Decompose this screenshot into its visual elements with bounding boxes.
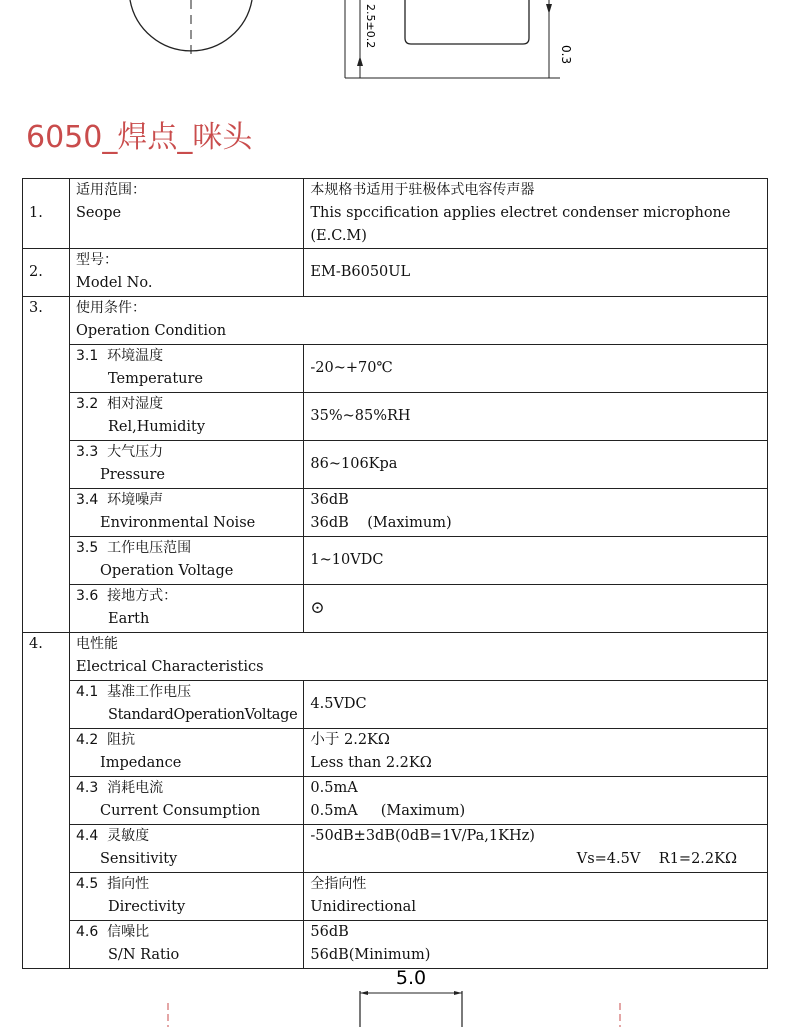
item-code: 4.4 bbox=[76, 828, 99, 844]
item-code: 3.5 bbox=[76, 540, 99, 556]
label-en: Operation Condition bbox=[76, 323, 227, 339]
table-row bbox=[23, 633, 768, 681]
table-row bbox=[23, 729, 768, 777]
item-code: 4.5 bbox=[76, 876, 99, 892]
section-number: 4. bbox=[23, 633, 70, 681]
item-label bbox=[70, 585, 304, 633]
bottom-technical-drawing bbox=[0, 955, 790, 1027]
item-value: -20~+70℃ bbox=[304, 345, 768, 393]
item-label bbox=[70, 873, 304, 921]
section-label bbox=[70, 179, 304, 249]
item-zh: 相对湿度 bbox=[107, 396, 164, 412]
label-zh: 电性能 bbox=[76, 636, 118, 652]
item-label bbox=[70, 537, 304, 585]
value-line-1: 全指向性 bbox=[310, 876, 367, 892]
table-row bbox=[23, 681, 768, 729]
item-zh: 基准工作电压 bbox=[107, 684, 192, 700]
item-en: StandardOperationVoltage bbox=[108, 707, 298, 723]
item-value bbox=[304, 729, 768, 777]
section-header bbox=[70, 633, 768, 681]
item-value bbox=[304, 873, 768, 921]
section-header bbox=[70, 297, 768, 345]
item-en: Directivity bbox=[108, 899, 186, 915]
item-value bbox=[304, 489, 768, 537]
table-row bbox=[23, 345, 768, 393]
dim-label-5.0: 5.0 bbox=[395, 967, 427, 989]
section-number: 1. bbox=[23, 179, 70, 249]
value-line-1: 36dB bbox=[310, 492, 349, 508]
item-en: Pressure bbox=[100, 467, 166, 483]
item-en: Environmental Noise bbox=[100, 515, 256, 531]
label-en: Model No. bbox=[76, 275, 153, 291]
value-line-2: Vs=4.5V R1=2.2KΩ bbox=[576, 851, 737, 867]
item-en: S/N Ratio bbox=[108, 947, 180, 963]
table-row bbox=[23, 537, 768, 585]
table-row bbox=[23, 489, 768, 537]
label-en: Seope bbox=[76, 205, 122, 221]
table-row bbox=[23, 585, 768, 633]
item-label bbox=[70, 441, 304, 489]
spec-table bbox=[22, 178, 768, 969]
value-zh: 本规格书适用于驻极体式电容传声器 bbox=[310, 182, 535, 198]
item-value: 4.5VDC bbox=[304, 681, 768, 729]
value-line-1: -50dB±3dB(0dB=1V/Pa,1KHz) bbox=[310, 828, 535, 844]
section-value: EM-B6050UL bbox=[304, 249, 768, 297]
item-zh: 信噪比 bbox=[107, 924, 150, 940]
item-label bbox=[70, 681, 304, 729]
item-code: 3.3 bbox=[76, 444, 99, 460]
item-value: 86~106Kpa bbox=[304, 441, 768, 489]
item-code: 4.1 bbox=[76, 684, 99, 700]
item-zh: 大气压力 bbox=[107, 444, 164, 460]
item-value bbox=[304, 825, 768, 873]
item-zh: 接地方式： bbox=[107, 588, 178, 604]
value-en: This spccification applies electret condenser microphone (E.C.M) bbox=[310, 205, 731, 244]
table-row bbox=[23, 441, 768, 489]
item-code: 3.2 bbox=[76, 396, 99, 412]
table-row bbox=[23, 179, 768, 249]
item-label bbox=[70, 345, 304, 393]
value-line-1: 小于 2.2KΩ bbox=[310, 732, 390, 748]
item-zh: 指向性 bbox=[107, 876, 150, 892]
item-zh: 灵敏度 bbox=[107, 828, 150, 844]
item-en: Impedance bbox=[100, 755, 182, 771]
table-row bbox=[23, 777, 768, 825]
section-number: 3. bbox=[23, 297, 70, 345]
item-label bbox=[70, 777, 304, 825]
item-zh: 环境噪声 bbox=[107, 492, 164, 508]
label-en: Electrical Characteristics bbox=[76, 659, 264, 675]
value-line-2: 0.5mA (Maximum) bbox=[310, 803, 466, 819]
table-row bbox=[23, 873, 768, 921]
table-row bbox=[23, 393, 768, 441]
item-code: 4.2 bbox=[76, 732, 99, 748]
item-en: Current Consumption bbox=[100, 803, 261, 819]
earth-symbol-icon: ⊙ bbox=[304, 585, 768, 633]
top-technical-drawing bbox=[0, 0, 790, 90]
value-line-1: 0.5mA bbox=[310, 780, 358, 796]
label-zh: 型号： bbox=[76, 252, 118, 268]
page-title: 6050_焊点_咪头 bbox=[26, 120, 253, 155]
item-en: Operation Voltage bbox=[100, 563, 234, 579]
section-value bbox=[304, 179, 768, 249]
value-line-2: Unidirectional bbox=[310, 899, 416, 915]
dim-label-2.5: 2.5±0.2 bbox=[364, 4, 377, 49]
item-code: 4.6 bbox=[76, 924, 99, 940]
value-line-1: 56dB bbox=[310, 924, 349, 940]
section-number: 2. bbox=[23, 249, 70, 297]
section-label bbox=[70, 249, 304, 297]
item-label bbox=[70, 729, 304, 777]
table-row bbox=[23, 249, 768, 297]
item-en: Rel,Humidity bbox=[108, 419, 206, 435]
item-zh: 阻抗 bbox=[107, 732, 136, 748]
item-code: 3.4 bbox=[76, 492, 99, 508]
label-zh: 使用条件： bbox=[76, 300, 146, 316]
item-label bbox=[70, 489, 304, 537]
item-code: 3.6 bbox=[76, 588, 99, 604]
item-value: 35%~85%RH bbox=[304, 393, 768, 441]
item-value bbox=[304, 777, 768, 825]
label-zh: 适用范围： bbox=[76, 182, 146, 198]
item-zh: 环境温度 bbox=[107, 348, 164, 364]
item-en: Temperature bbox=[108, 371, 203, 387]
item-zh: 消耗电流 bbox=[107, 780, 164, 796]
value-line-2: 56dB(Minimum) bbox=[310, 947, 431, 963]
dim-label-0.3: 0.3 bbox=[559, 45, 573, 65]
value-line-2: Less than 2.2KΩ bbox=[310, 755, 432, 771]
item-code: 4.3 bbox=[76, 780, 99, 796]
item-label bbox=[70, 825, 304, 873]
item-code: 3.1 bbox=[76, 348, 99, 364]
item-value: 1~10VDC bbox=[304, 537, 768, 585]
item-label bbox=[70, 393, 304, 441]
value-line-2: 36dB (Maximum) bbox=[310, 515, 452, 531]
item-zh: 工作电压范围 bbox=[107, 540, 192, 556]
item-en: Sensitivity bbox=[100, 851, 178, 867]
table-row bbox=[23, 825, 768, 873]
table-row bbox=[23, 297, 768, 345]
item-en: Earth bbox=[108, 611, 150, 627]
